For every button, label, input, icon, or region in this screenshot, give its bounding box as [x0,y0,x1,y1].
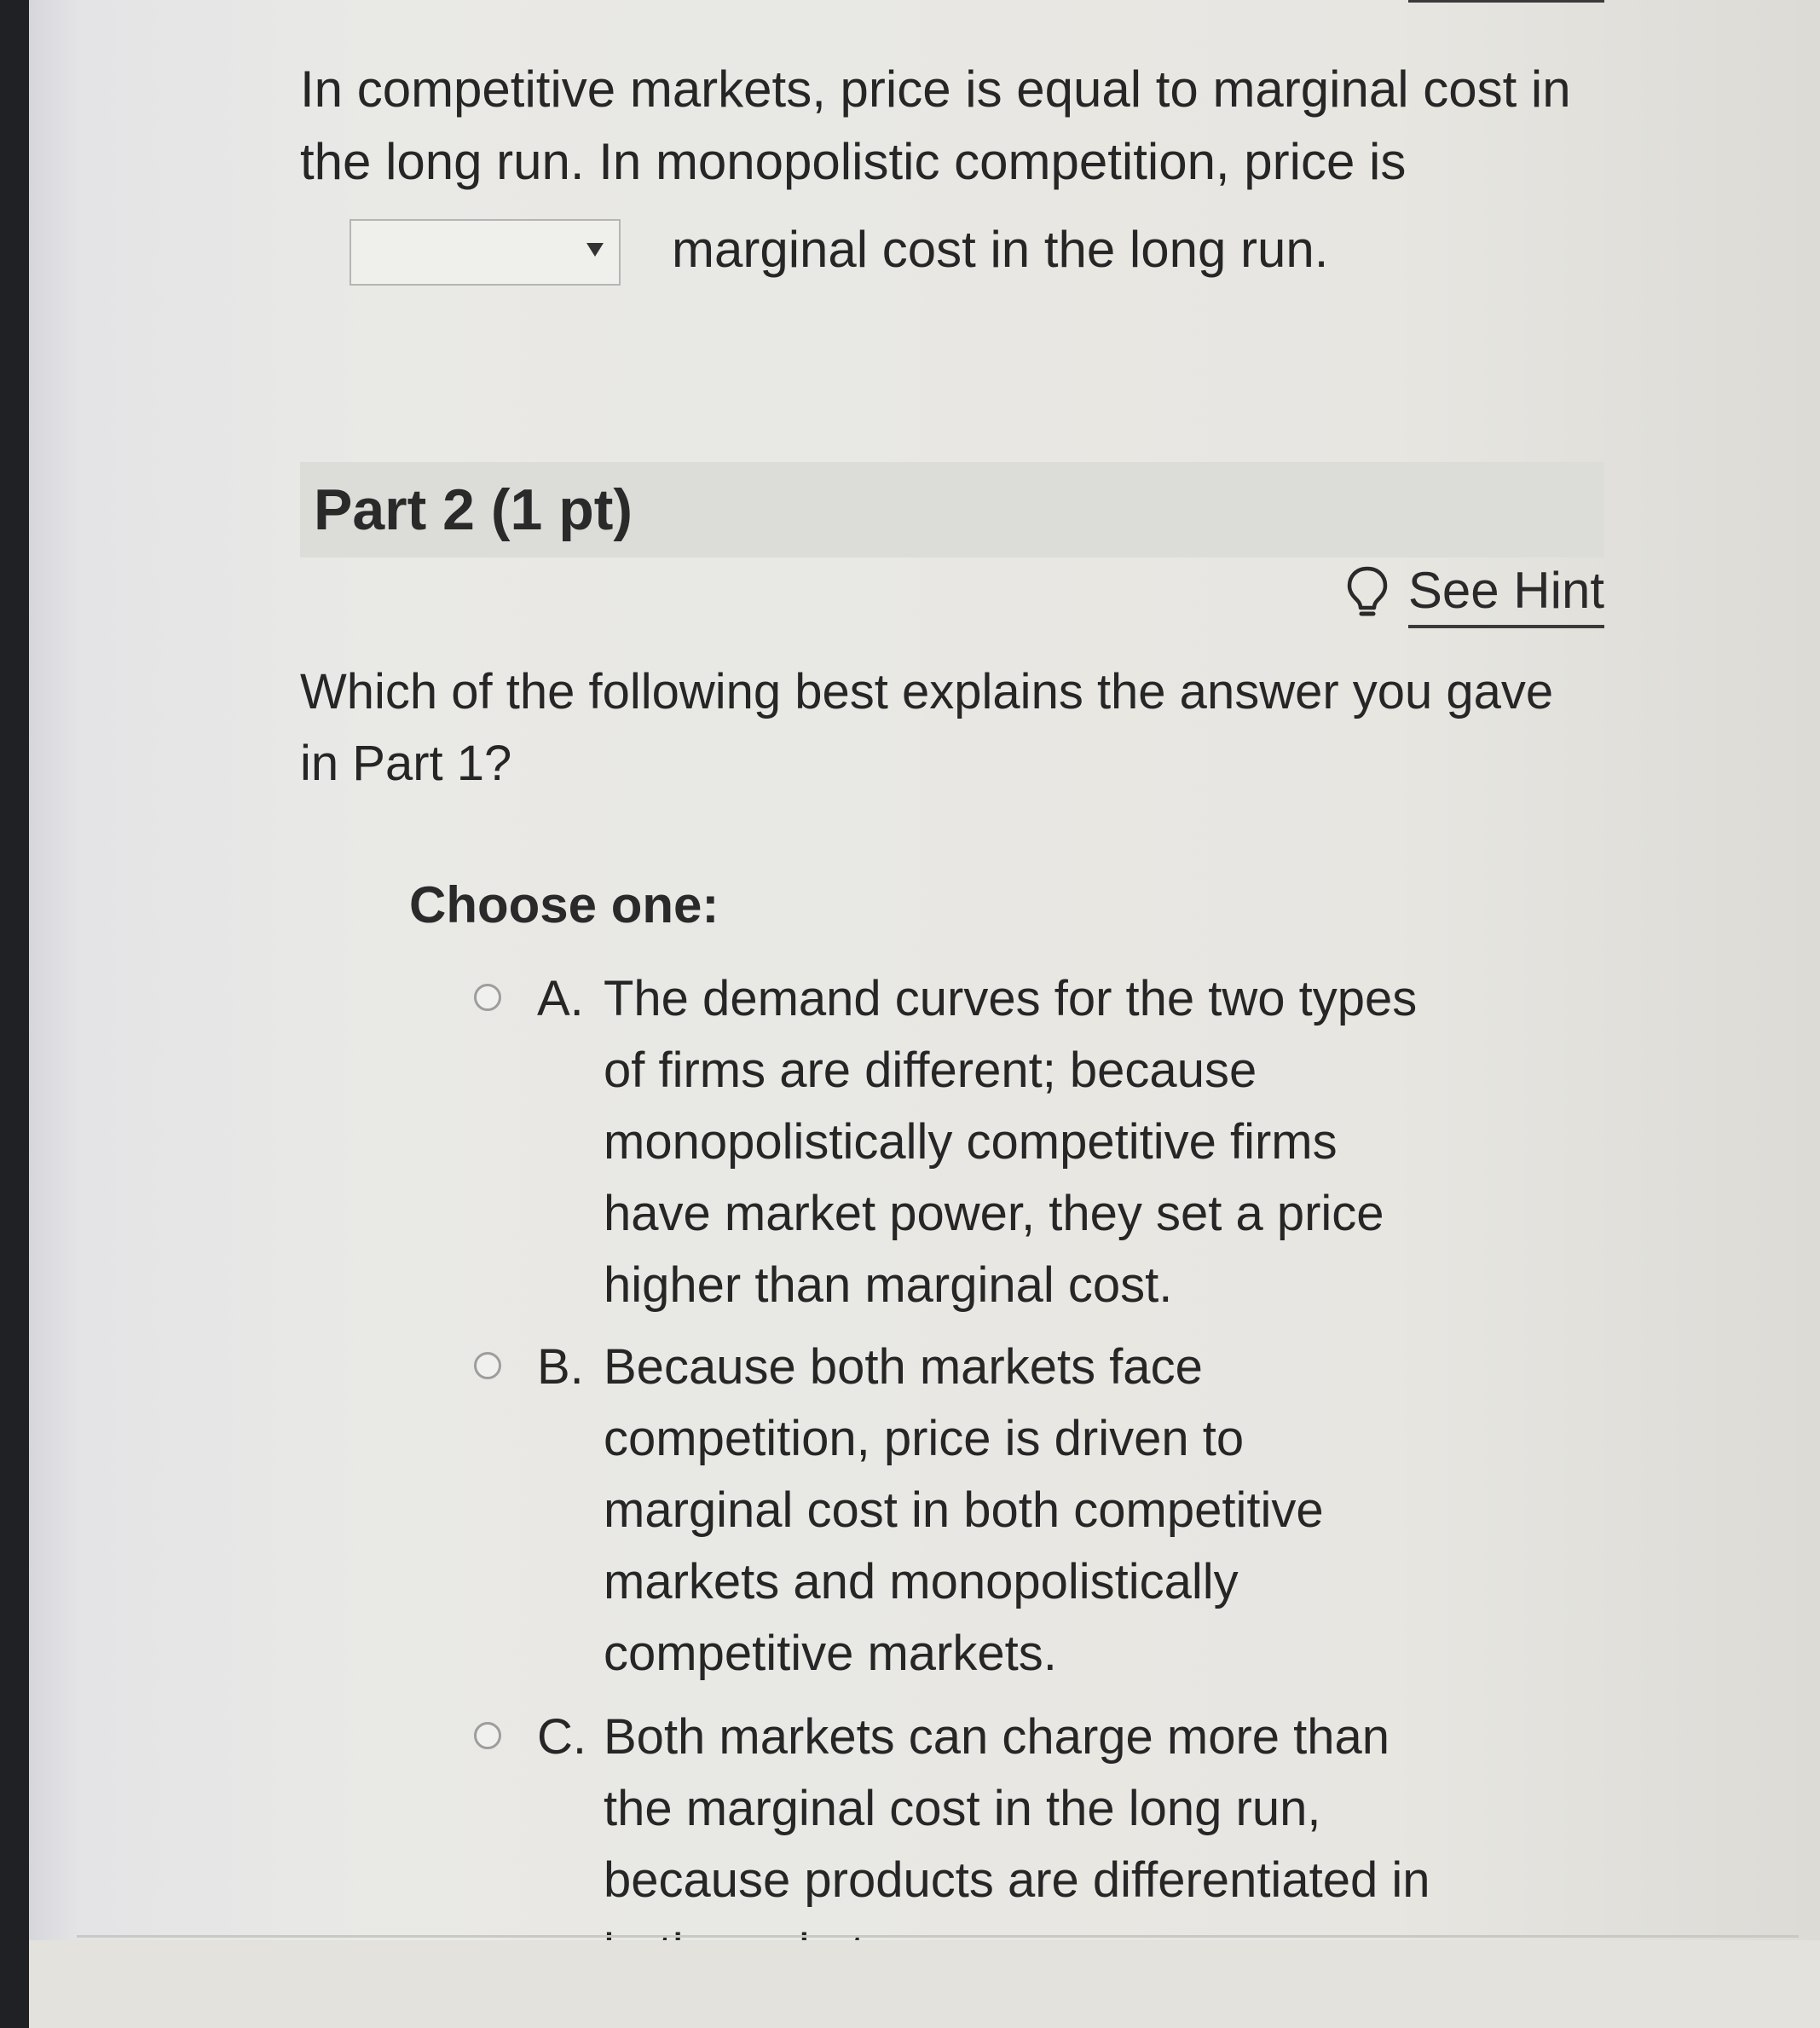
option-text-line: competition, price is driven to [604,1411,1245,1466]
option-text [604,1332,1324,1690]
see-hint-link[interactable] [1345,554,1604,631]
part2-header [300,462,1604,558]
part1-answer-suffix: marginal cost in the long run. [672,221,1329,278]
option-text-line: of firms are different; because [604,1043,1257,1098]
part2-question-line: Which of the following best explains the answer you gave [300,664,1554,719]
part1-question [300,53,1596,198]
radio-option-b[interactable] [474,1352,501,1379]
part2-question [300,656,1596,800]
option-text-line: The demand curves for the two types [604,971,1418,1026]
see-hint-label: See Hint [1408,557,1604,628]
page [29,0,1820,2028]
option-text-line: have market power, they set a price [604,1186,1384,1241]
part1-question-line: In competitive markets, price is equal to marginal cost in [300,61,1571,118]
lightbulb-icon [1345,565,1390,620]
radio-option-c[interactable] [474,1722,501,1749]
bottom-panel [29,1940,1820,2028]
bottom-divider [77,1935,1799,1938]
option-text [604,963,1417,1321]
option-text-line: markets and monopolistically [604,1554,1239,1609]
part1-answer-dropdown[interactable] [350,219,621,286]
top-divider [1408,0,1604,3]
option-letter: A. [537,971,584,1026]
choose-one-label: Choose one: [409,876,719,933]
radio-option-a[interactable] [474,984,501,1011]
part1-answer-row [350,213,1543,290]
option-text-line: competitive markets. [604,1626,1057,1681]
option-text-line: monopolistically competitive firms [604,1114,1338,1170]
part2-question-line: in Part 1? [300,736,512,791]
part1-question-line: the long run. In monopolistic competition, price is [300,133,1407,190]
option-text-line: Both markets can charge more than [604,1709,1390,1765]
caret-down-icon [586,243,604,257]
option-letter: C. [537,1709,586,1765]
part2-title: Part 2 (1 pt) [314,477,633,542]
option-text-line: the marginal cost in the long run, [604,1781,1321,1836]
option-text-line: because products are differentiated in [604,1852,1430,1908]
option-letter: B. [537,1339,584,1395]
option-text-line: Because both markets face [604,1339,1203,1395]
option-text-line: marginal cost in both competitive [604,1482,1324,1538]
option-text-line: higher than marginal cost. [604,1257,1173,1313]
